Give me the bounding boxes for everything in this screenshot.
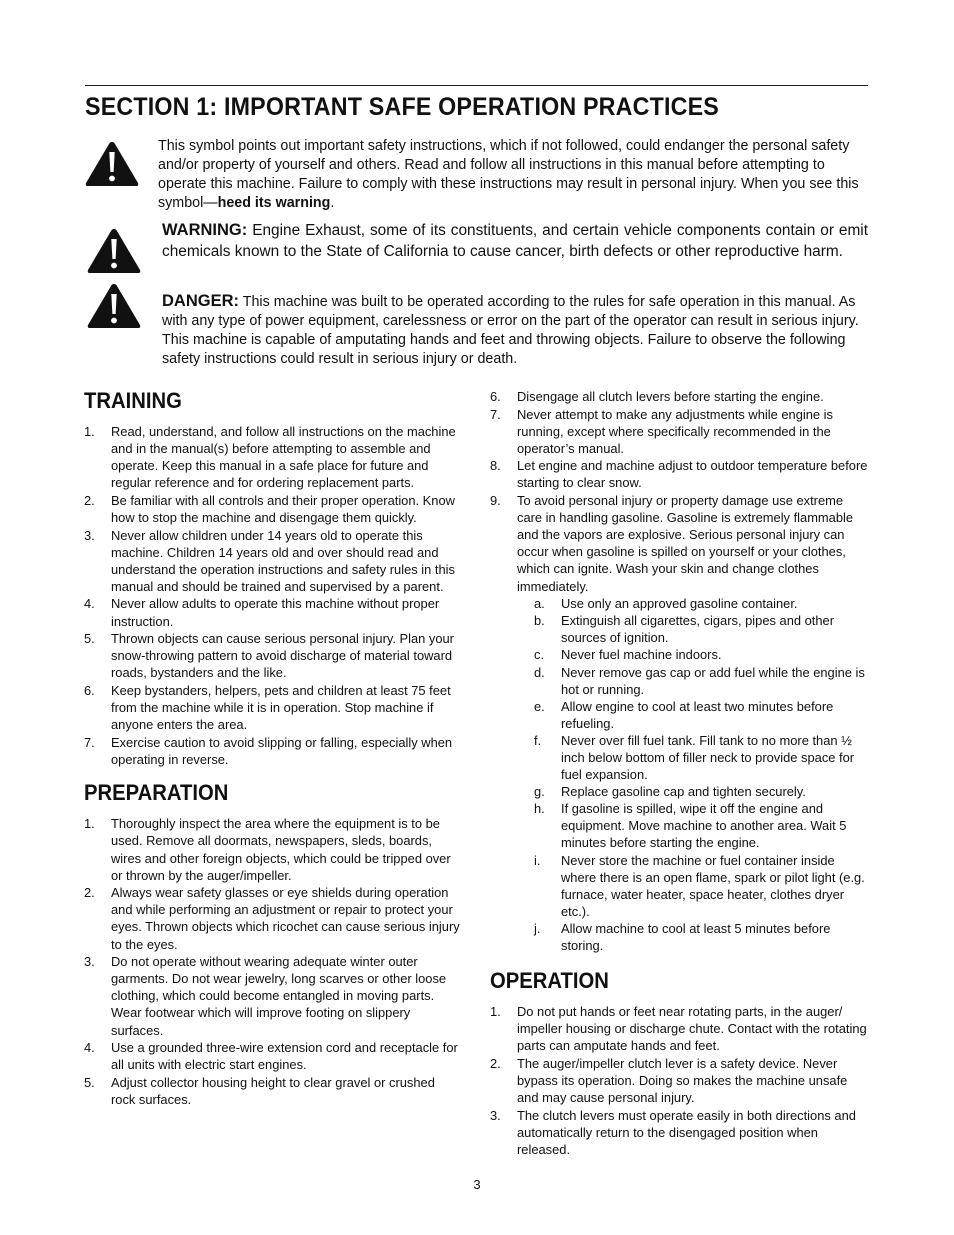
item-text: Disengage all clutch levers before starting the engine. — [517, 389, 824, 404]
operation-list — [490, 1003, 868, 1158]
list-item — [534, 852, 868, 920]
list-item — [534, 732, 868, 783]
item-number: 4. — [84, 1040, 95, 1056]
intro-emphasis: heed its warning — [217, 195, 331, 211]
warning-triangle-icon — [86, 227, 142, 275]
list-item — [84, 630, 462, 681]
item-text: If gasoline is spilled, wipe it off the engine and equipment. Move machine to another area. Wait 5 minutes before starting the engine. — [561, 801, 847, 851]
list-item — [490, 388, 868, 405]
list-item — [534, 783, 868, 800]
item-number: 2. — [490, 1055, 501, 1071]
left-column — [84, 388, 462, 1108]
intro-end: . — [330, 195, 335, 211]
list-item — [84, 815, 462, 883]
training-list — [84, 423, 462, 768]
item-text: Let engine and machine adjust to outdoor temperature before starting to clear snow. — [517, 458, 868, 491]
operation-heading: OPERATION — [490, 968, 609, 994]
item-text: Replace gasoline cap and tighten securely. — [561, 784, 806, 800]
item-number: h. — [534, 801, 545, 817]
item-number: 3. — [490, 1107, 501, 1123]
list-item — [534, 920, 868, 954]
item-number: 6. — [490, 389, 501, 404]
list-item — [84, 953, 462, 1038]
item-number: 7. — [84, 734, 95, 750]
list-item — [84, 492, 462, 526]
list-item — [490, 406, 868, 457]
item-number: 9. — [490, 493, 501, 509]
item-number: c. — [534, 647, 545, 663]
item-text: Always wear safety glasses or eye shields during operation and while performing an adjustment or repair to protect your eyes. Thrown objects which ricochet can cause serious injury to the eyes. — [111, 885, 460, 952]
intro-paragraph — [158, 137, 863, 213]
item-text: Allow engine to cool at least two minutes before refueling. — [561, 698, 834, 731]
item-number: 3. — [84, 527, 95, 543]
list-item — [534, 664, 868, 698]
preparation-list — [84, 815, 462, 1108]
danger-triangle-icon — [86, 282, 142, 330]
list-item — [534, 800, 868, 851]
item-number: e. — [534, 698, 545, 714]
list-item — [534, 595, 868, 612]
section-title: SECTION 1: IMPORTANT SAFE OPERATION PRACTICES — [85, 93, 719, 121]
item-number: 1. — [84, 816, 95, 832]
top-rule — [85, 85, 868, 86]
item-text: Thrown objects can cause serious personal injury. Plan your snow-throwing pattern to avoid discharge of material toward roads, bystanders and the like. — [111, 631, 454, 681]
page-number: 3 — [473, 1177, 481, 1192]
item-text: Use a grounded three-wire extension cord and receptacle for all units with electric start engines. — [111, 1040, 458, 1073]
item-number: g. — [534, 784, 545, 800]
intro-text: This symbol points out important safety instructions, which if not followed, could endanger the personal safety and/or property of yourself and others. Read and follow all instructions in this manual before attempting to operate this machine. Failure to comply with these instructions may result in personal injury. When you see this symbol— — [158, 138, 859, 211]
list-item — [490, 1055, 868, 1106]
list-item — [534, 612, 868, 646]
item-text: To avoid personal injury or property damage use extreme care in handling gasoline. Gasoline is extremely flammable and the vapors are explosive. Serious personal injury can occur when gasoline is spilled on yourself or your clothes, which can ignite. Wash your skin and change clothes immediately. — [517, 493, 854, 594]
list-item — [84, 527, 462, 595]
list-item — [84, 884, 462, 952]
item-text: The auger/impeller clutch lever is a safety device. Never bypass its operation. Doing so makes the machine unsafe and may cause personal injury. — [517, 1055, 848, 1106]
danger-label: DANGER: — [162, 292, 239, 310]
item-number: b. — [534, 613, 545, 629]
item-number: 7. — [490, 406, 501, 422]
list-item — [84, 734, 462, 768]
preparation-heading: PREPARATION — [84, 780, 229, 806]
item-text: Do not put hands or feet near rotating parts, in the auger/ impeller housing or discharge chute. Contact with the rotating parts can amputate hands and feet. — [517, 1004, 867, 1054]
item-number: 2. — [84, 885, 95, 901]
item-text: Never allow adults to operate this machine without proper instruction. — [111, 596, 440, 629]
item-text: Never fuel machine indoors. — [561, 647, 722, 663]
preparation-list-continued — [490, 388, 868, 595]
item-text: Thoroughly inspect the area where the equipment is to be used. Remove all doormats, newspapers, sleds, boards, wires and other foreign objects, which could be tripped over or thrown by the auger/impeller. — [111, 816, 451, 883]
right-column — [490, 388, 868, 1158]
item-number: 1. — [84, 424, 95, 439]
list-item — [84, 423, 462, 491]
danger-text: This machine was built to be operated according to the rules for safe operation in this manual. As with any type of power equipment, carelessness or error on the part of the operator can result in serious injury. This machine is capable of amputating hands and feet and throwing objects. Failure to observe the following safety instructions could result in serious injury or death. — [162, 294, 859, 367]
item-text: Never allow children under 14 years old to operate this machine. Children 14 years old and over should read and understand the operation instructions and safety rules in this manual and should be trained and supervised by a parent. — [111, 527, 455, 594]
danger-paragraph — [162, 292, 868, 369]
item-number: j. — [534, 920, 541, 936]
warning-label: WARNING: — [162, 221, 248, 239]
item-text: Never remove gas cap or add fuel while the engine is hot or running. — [561, 664, 865, 697]
item-text: Extinguish all cigarettes, cigars, pipes and other sources of ignition. — [561, 613, 835, 646]
item-text: Never over fill fuel tank. Fill tank to no more than ½ inch below bottom of filler neck to provide space for fuel expansion. — [561, 732, 855, 783]
list-item — [490, 457, 868, 491]
item-text: Never store the machine or fuel container inside where there is an open flame, spark or pilot light (e.g. furnace, water heater, space heater, clothes dryer etc.). — [561, 852, 865, 919]
item-number: f. — [534, 732, 542, 748]
item-text: Allow machine to cool at least 5 minutes before storing. — [561, 920, 831, 953]
list-item — [84, 682, 462, 733]
item-number: 5. — [84, 1074, 95, 1090]
item-number: i. — [534, 852, 541, 868]
list-item — [534, 698, 868, 732]
item-text: Keep bystanders, helpers, pets and children at least 75 feet from the machine while it is in operation. Stop machine if anyone enters the area. — [111, 682, 451, 733]
list-item — [84, 1039, 462, 1073]
item-text: Do not operate without wearing adequate winter outer garments. Do not wear jewelry, long scarves or other loose clothing, which could become entangled in moving parts. Wear footwear which will improve footing on slippery surfaces. — [111, 954, 447, 1038]
list-item — [534, 646, 868, 663]
item-text: Never attempt to make any adjustments while engine is running, except where specifically recommended in the operator’s manual. — [517, 406, 833, 456]
warning-text: Engine Exhaust, some of its constituents, and certain vehicle components contain or emit chemicals known to the State of California to cause cancer, birth defects or other reproductive harm. — [162, 222, 868, 260]
gasoline-sub-list — [490, 595, 868, 954]
item-number: 1. — [490, 1004, 501, 1020]
item-text: The clutch levers must operate easily in both directions and automatically return to the disengaged position when released. — [517, 1107, 856, 1157]
item-number: 4. — [84, 596, 95, 612]
item-text: Exercise caution to avoid slipping or falling, especially when operating in reverse. — [111, 734, 453, 767]
item-text: Be familiar with all controls and their proper operation. Know how to stop the machine and disengage them quickly. — [111, 492, 455, 525]
item-text: Use only an approved gasoline container. — [561, 596, 798, 612]
item-number: 3. — [84, 954, 95, 970]
warning-paragraph — [162, 220, 868, 262]
item-number: 5. — [84, 631, 95, 647]
list-item — [84, 595, 462, 629]
item-text: Read, understand, and follow all instructions on the machine and in the manual(s) before attempting to assemble and operate. Keep this manual in a safe place for future and regular reference and for ordering replacement parts. — [111, 424, 456, 491]
warning-triangle-icon — [84, 140, 140, 188]
item-number: 8. — [490, 458, 501, 474]
item-text: Adjust collector housing height to clear gravel or crushed rock surfaces. — [111, 1074, 435, 1107]
list-item — [490, 1107, 868, 1158]
item-number: d. — [534, 664, 545, 680]
item-number: 2. — [84, 492, 95, 508]
list-item — [490, 492, 868, 595]
item-number: 6. — [84, 682, 95, 698]
training-heading: TRAINING — [84, 388, 182, 413]
list-item — [490, 1003, 868, 1054]
list-item — [84, 1074, 462, 1108]
item-number: a. — [534, 596, 545, 612]
